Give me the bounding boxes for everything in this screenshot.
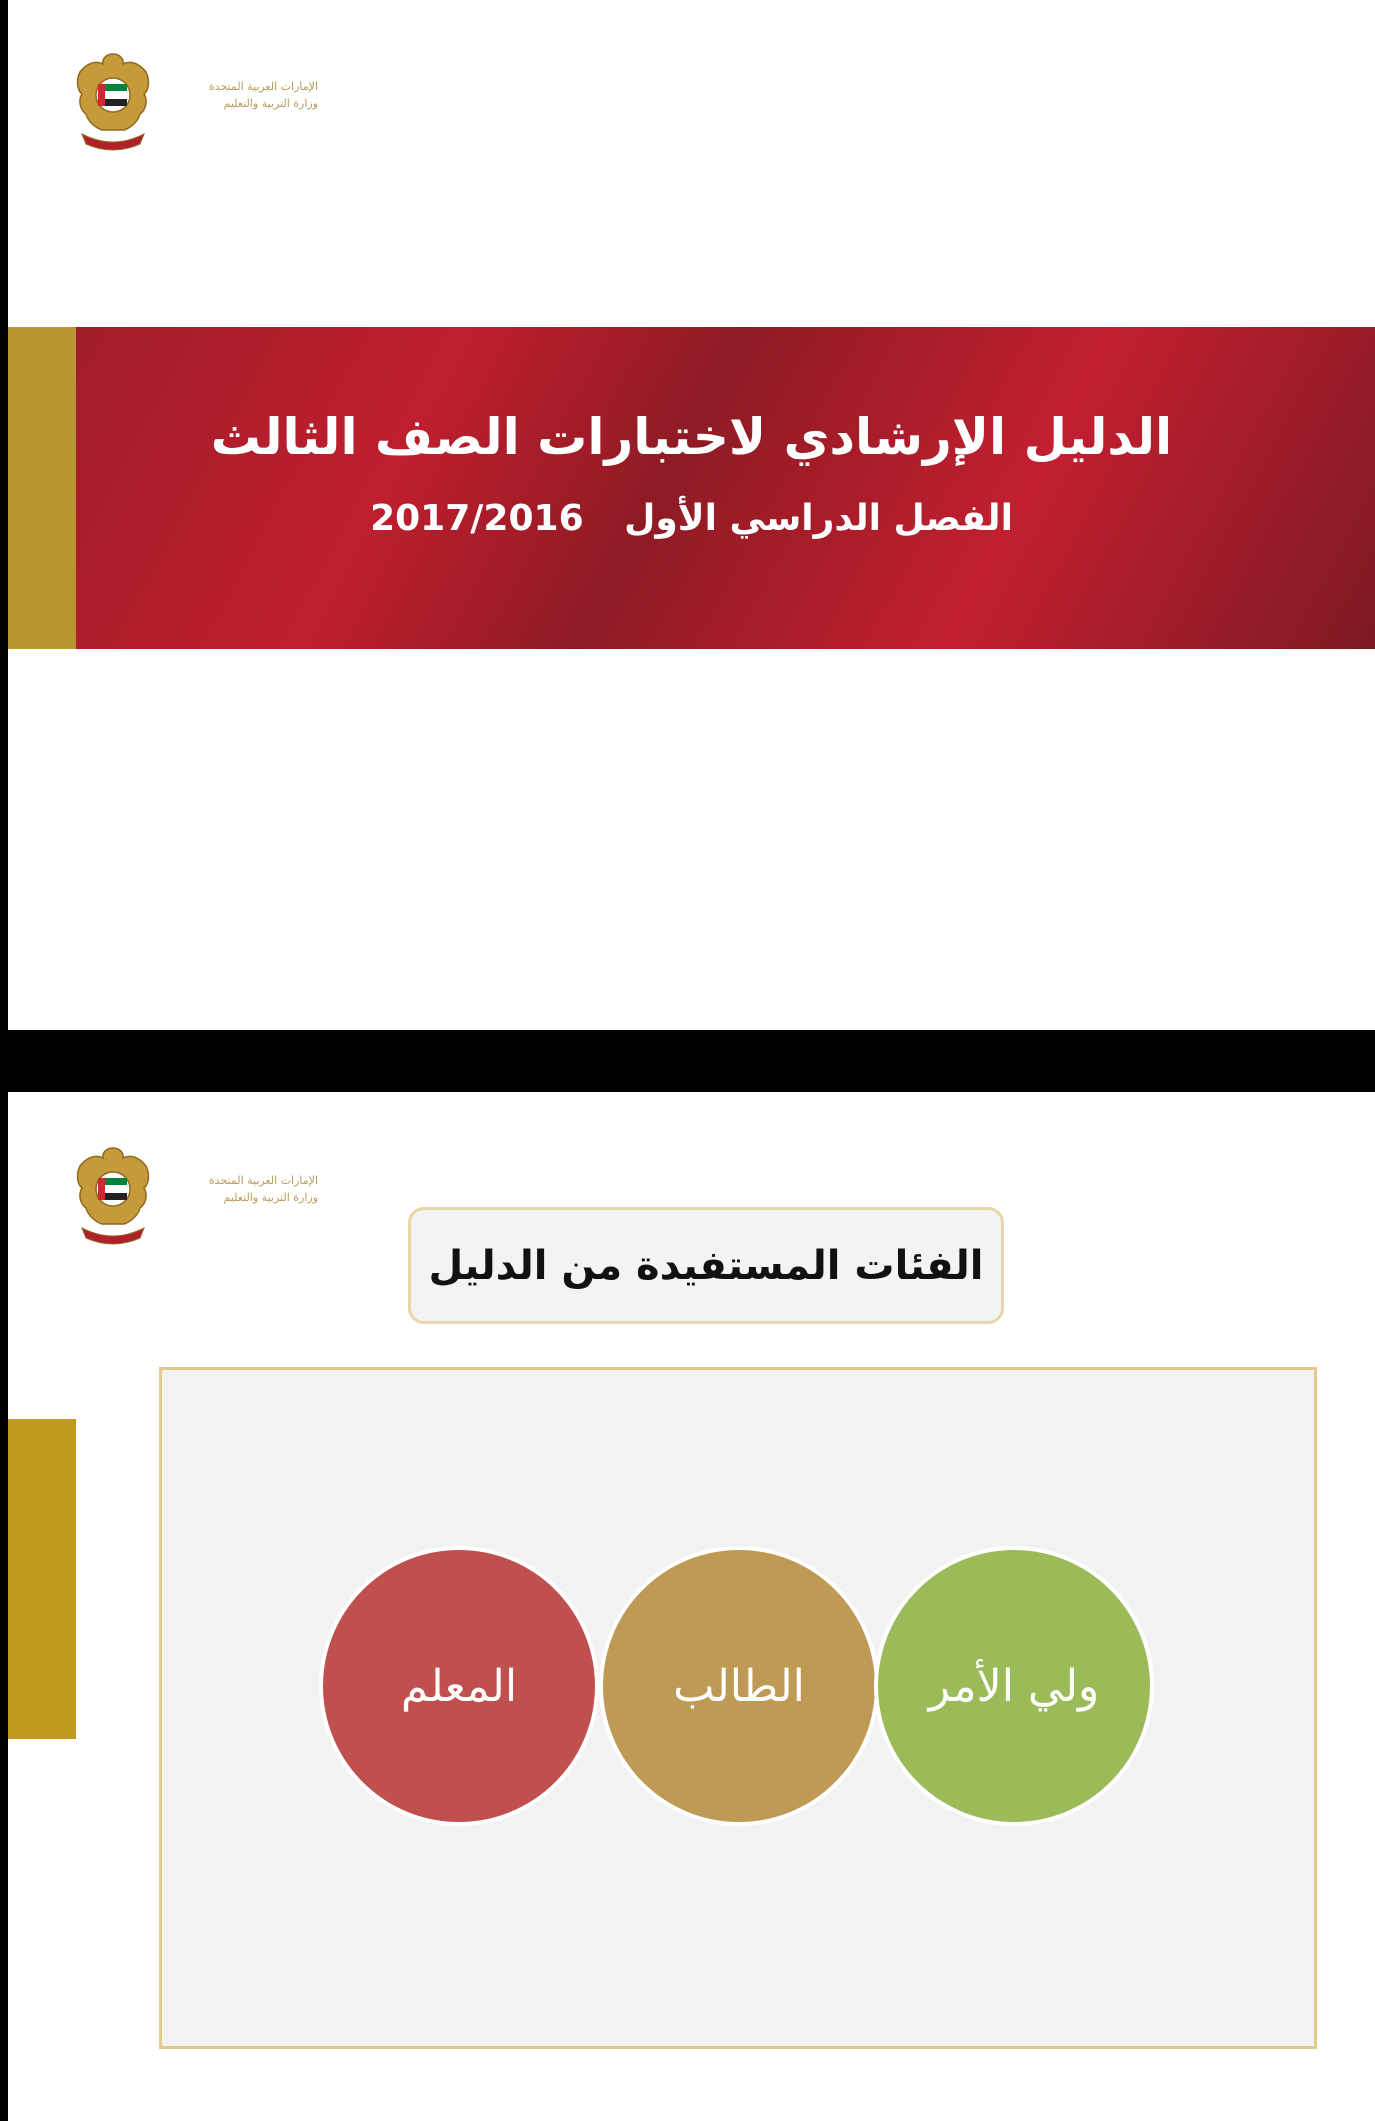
slide-heading: الفئات المستفيدة من الدليل [428, 1242, 984, 1289]
logo-text [168, 78, 318, 112]
uae-eagle-emblem-icon [68, 50, 158, 155]
circle-label: ولي الأمر [928, 1660, 1100, 1712]
semester-label: الفصل الدراسي الأول [624, 498, 1013, 539]
logo-line-country: الإمارات العربية المتحدة [208, 1174, 318, 1187]
slide-subtitle [98, 495, 1285, 543]
logo-line-country: الإمارات العربية المتحدة [208, 80, 318, 93]
circle-label: الطالب [673, 1660, 805, 1712]
circle-teacher [319, 1546, 599, 1826]
logo-line-ministry: وزارة التربية والتعليم [223, 97, 318, 110]
slide-title-text: الدليل الإرشادي لاختبارات الصف الثالث [210, 408, 1173, 466]
heading-box [408, 1207, 1004, 1324]
ministry-logo [68, 1144, 328, 1264]
slide-title [8, 0, 1375, 1030]
academic-year: 2017/2016 [370, 498, 584, 539]
beneficiaries-panel [159, 1367, 1317, 2049]
slide-beneficiaries [8, 1092, 1375, 2121]
ministry-logo [68, 50, 328, 170]
side-gold-accent [8, 1419, 76, 1739]
circle-student [599, 1546, 879, 1826]
logo-text [168, 1172, 318, 1206]
logo-line-ministry: وزارة التربية والتعليم [223, 1191, 318, 1204]
circle-label: المعلم [400, 1660, 518, 1712]
circle-parent [874, 1546, 1154, 1826]
title-banner [8, 327, 1375, 649]
uae-eagle-emblem-icon [68, 1144, 158, 1249]
banner-gold-accent [8, 327, 76, 649]
